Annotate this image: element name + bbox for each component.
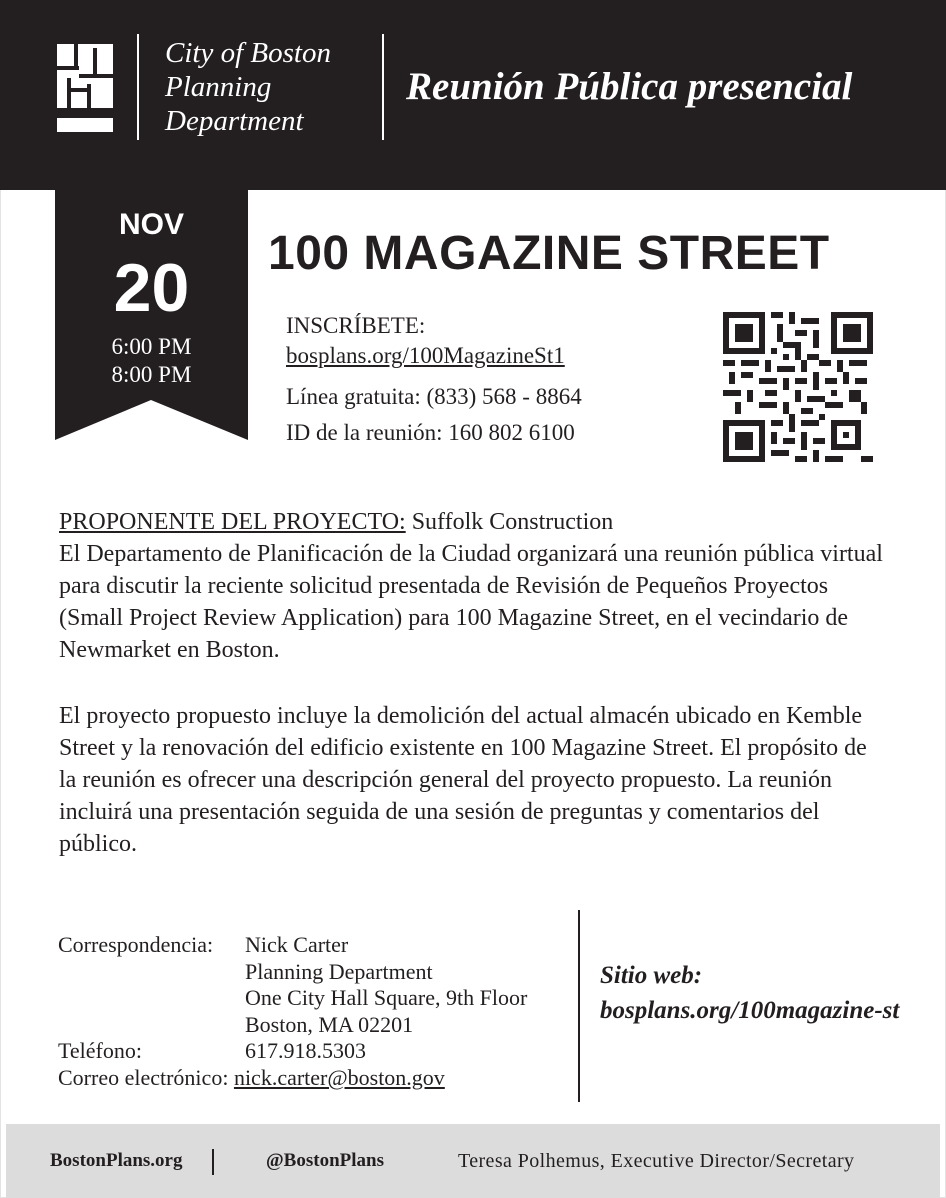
- footer-separator: [212, 1149, 214, 1175]
- phone-label: Teléfono:: [58, 1038, 142, 1064]
- toll-free-phone: Línea gratuita: (833) 568 - 8864: [286, 384, 582, 409]
- register-link[interactable]: bosplans.org/100MagazineSt1: [286, 343, 565, 368]
- footer-site-link[interactable]: BostonPlans.org: [50, 1150, 183, 1171]
- website-link[interactable]: bosplans.org/100magazine-st: [600, 997, 900, 1024]
- end-time: 8:00 PM: [111, 362, 192, 387]
- correspondence-label: Correspondencia:: [58, 932, 214, 957]
- start-time: 6:00 PM: [111, 334, 192, 359]
- contact-department: Planning Department: [245, 958, 433, 984]
- qr-code-icon[interactable]: [723, 312, 873, 462]
- project-description: [59, 506, 889, 666]
- website-label: Sitio web:: [600, 962, 703, 989]
- email-label: Correo electrónico:: [58, 1064, 229, 1090]
- planning-logo-icon: [57, 44, 113, 132]
- register-label: INSCRÍBETE:: [286, 313, 426, 338]
- footer-social-handle[interactable]: @BostonPlans: [266, 1150, 384, 1171]
- contact-phone: 617.918.5303: [245, 1038, 366, 1064]
- date-day: 20: [113, 250, 190, 326]
- contact-block: [58, 932, 527, 1092]
- meeting-id: ID de la reunión: 160 802 6100: [286, 420, 575, 445]
- description-paragraph-1: El Departamento de Planificación de la Ciudad organizará una reunión pública virtual para discutir la reciente solicitud presentada de Revisión de Pequeños Proyectos (Small Project Review Application) para 100 Magazine Street, en el vecindario de Newmarket en Boston.: [59, 541, 883, 663]
- date-month: NOV: [118, 208, 184, 241]
- project-title: 100 MAGAZINE STREET: [268, 227, 830, 280]
- description-paragraph-2: El proyecto propuesto incluye la demolición del actual almacén ubicado en Kemble Street y la renovación del edificio existente en 100 Magazine Street. El propósito de la reunión es ofrecer una descripción general del proyecto propuesto. La reunión incluirá una presentación seguida de una sesión de preguntas y comentarios del público.: [59, 703, 867, 857]
- organization-name: [165, 36, 331, 138]
- contact-name: Nick Carter: [245, 932, 349, 957]
- header-divider-right: [382, 34, 384, 140]
- org-line-1: City of Boston: [165, 37, 331, 69]
- website-block: [600, 958, 899, 1028]
- header-banner: [0, 0, 946, 190]
- footer-director: Teresa Polhemus, Executive Director/Secretary: [458, 1150, 855, 1172]
- contact-address-1: One City Hall Square, 9th Floor: [245, 985, 528, 1011]
- org-line-3: Department: [165, 105, 304, 137]
- contact-address-2: Boston, MA 02201: [245, 1011, 414, 1037]
- proponent-value: Suffolk Construction: [405, 509, 614, 535]
- meeting-type-title: Reunión Pública presencial: [406, 65, 853, 108]
- org-line-2: Planning: [165, 71, 272, 103]
- proponent-label: PROPONENTE DEL PROYECTO:: [59, 509, 406, 535]
- contact-divider: [578, 910, 580, 1102]
- header-divider-left: [137, 34, 139, 140]
- email-link[interactable]: nick.carter@boston.gov: [233, 1064, 445, 1090]
